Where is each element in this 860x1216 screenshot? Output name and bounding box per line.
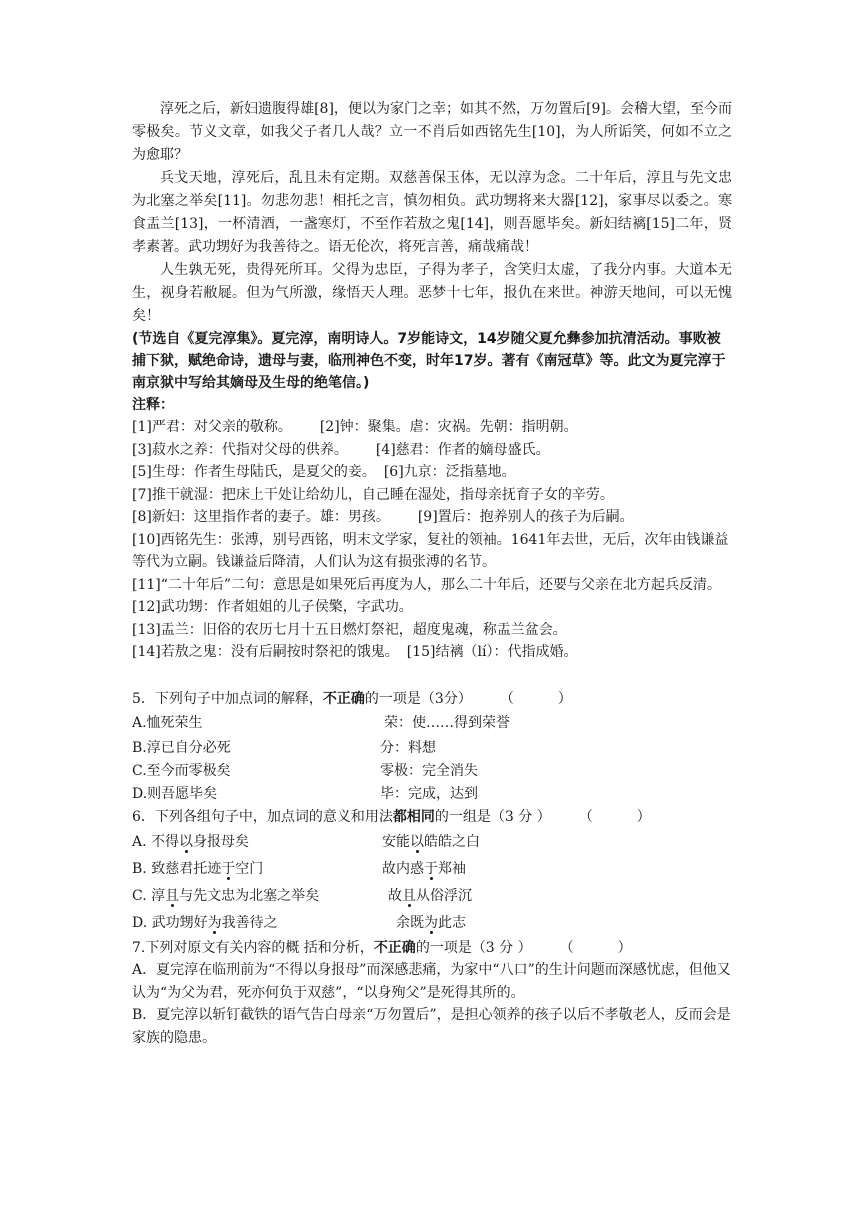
stem-text: 7.下列对原文有关内容的概 括和分析， — [132, 939, 374, 956]
dotted-word: 且 — [402, 887, 416, 904]
note-item: [4]慈君：作者的嫡母盛氏。 — [375, 441, 550, 458]
option-b — [132, 856, 732, 883]
note-item: [15]结褵（lí）：代指成婚。 — [406, 644, 578, 660]
dotted-word: 以 — [410, 833, 424, 850]
passage-paragraph-3: 人生孰无死，贵得死所耳。父得为忠臣，子得为孝子，含笑归太虚，了我分内事。大道本无生，视身若敝屣。但为气所激，缘悟天人理。恶梦十七年，报仇在来世。神游天地间，可以无愧矣！ — [132, 262, 732, 324]
note-line — [132, 416, 732, 439]
dotted-word: 为 — [424, 914, 438, 931]
note-item: [7]推干就湿：把床上干处让给幼儿，自己睡在湿处，指母亲抚育子女的辛劳。 — [132, 486, 614, 503]
note-line — [132, 506, 732, 529]
answer-blank[interactable]: （ ） — [578, 809, 651, 825]
option-left: A. 不得以身报母矣 — [132, 833, 250, 850]
note-item: [1]严君：对父亲的敬称。 — [132, 419, 292, 435]
option-a — [132, 710, 732, 737]
stem-text: 5．下列句子中加点词的解释， — [132, 690, 323, 707]
dotted-word: 且 — [165, 887, 180, 904]
note-item: [9]置后：抱养别人的孩子为后嗣。 — [417, 509, 634, 525]
option-right: 分：料想 — [380, 740, 436, 756]
stem-text: 的一组是（3 分 ） — [434, 809, 551, 825]
option-right: 零极：完全消失 — [380, 763, 478, 779]
notes-heading: 注释： — [132, 397, 174, 413]
question-5-stem — [132, 688, 732, 711]
option-left: C. 淳且与先文忠为北塞之举矣 — [132, 887, 320, 904]
source-note: (节选自《夏完淳集》。夏完淳，南明诗人。7岁能诗文，14岁随父夏允彝参加抗清活动。事败被捕下狱，赋绝命诗，遗母与妻，临刑神色不变，时年17岁。著有《南冠草》等。此文为夏完淳于南京狱中写给其嫡母及生母的绝笔信。) — [132, 331, 726, 391]
note-line — [132, 461, 732, 484]
stem-emphasis: 不正确 — [373, 939, 416, 956]
stem-emphasis: 不正确 — [322, 690, 365, 707]
option-right: 故且从俗浮沉 — [388, 887, 472, 904]
option-right: 故内惑于郑袖 — [382, 860, 466, 877]
passage-paragraph-2: 兵戈天地，淳死后，乱且未有定期。双慈善保玉体，无以淳为念。二十年后，淳且与先文忠为北塞之举矣[11]。勿悲勿悲！相托之言，慎勿相负。武功甥将来大器[12]，家事尽以委之。寒食盂兰[13]，一杯清酒，一盏寒灯，不至作若敖之鬼[14]，则吾愿毕矣。新妇结褵[15]二年，贤孝素著。武功甥好为我善待之。语无伦次，将死言善，痛哉痛哉！ — [132, 170, 732, 255]
option-right: 荣：使……得到荣誉 — [384, 715, 510, 731]
option-c — [132, 883, 732, 910]
exam-page — [132, 98, 732, 1049]
option-a — [132, 829, 732, 856]
stem-emphasis: 都相同 — [392, 809, 435, 825]
note-item: [14]若敖之鬼：没有后嗣按时祭祀的饿鬼。 — [132, 644, 399, 660]
note-item: [13]盂兰：旧俗的农历七月十五日燃灯祭祀，超度鬼魂，称盂兰盆会。 — [132, 621, 567, 638]
note-item: [6]九京：泛指墓地。 — [383, 464, 516, 480]
answer-blank[interactable]: （ ） — [499, 690, 572, 707]
option-left: D.则吾愿毕矣 — [132, 786, 218, 802]
stem-text: 的一项是（3分） — [364, 690, 472, 707]
note-item: [2]钟：聚集。虐：灾祸。先朝：指明朝。 — [319, 419, 578, 435]
option-left: D. 武功甥好为我善待之 — [132, 914, 278, 931]
question-6-stem — [132, 806, 732, 829]
option-right: 余既为此志 — [396, 914, 466, 931]
answer-blank[interactable]: （ ） — [559, 939, 632, 956]
stem-text: 6．下列各组句子中，加点词的意义和用法 — [132, 809, 393, 825]
dotted-word: 于 — [221, 860, 236, 877]
option-left: B. 致慈君托迹于空门 — [132, 860, 264, 877]
note-item: [10]西铭先生：张溥，别号西铭，明末文学家，复社的领袖。1641年去世，无后，次年由钱谦益等代为立嗣。钱谦益后降清，人们认为这有损张溥的名节。 — [132, 531, 729, 570]
note-item: [8]新妇：这里指作者的妻子。雄：男孩。 — [132, 509, 390, 525]
passage-paragraph-1: 淳死之后，新妇遗腹得雄[8]，便以为家门之幸；如其不然，万勿置后[9]。会稽大望，至今而零极矣。节义文章，如我父子者几人哉？立一不肖后如西铭先生[10]，为人所诟笑，何如不立之为愈耶？ — [132, 101, 732, 163]
option-a: A．夏完淳在临刑前为“不得以身报母”而深感悲痛，为家中“八口”的生计问题而深感忧虑，但他又认为“为父为君，死亦何负于双慈”，“以身殉父”是死得其所的。 — [132, 962, 731, 1001]
option-left: A.恤死荣生 — [132, 715, 203, 731]
note-line — [132, 439, 732, 462]
dotted-word: 以 — [179, 833, 194, 850]
option-b — [132, 737, 732, 760]
option-d — [132, 783, 732, 806]
option-right: 安能以皓皓之白 — [382, 833, 480, 850]
option-left: B.淳已自分必死 — [132, 740, 231, 756]
option-left: C.至今而零极矣 — [132, 763, 231, 779]
option-d — [132, 910, 732, 937]
note-line — [132, 641, 732, 664]
dotted-word: 于 — [424, 860, 438, 877]
option-c — [132, 760, 732, 783]
question-7-stem — [132, 937, 732, 960]
note-item: [11]“二十年后”二句：意思是如果死后再度为人，那么二十年后，还要与父亲在北方起兵反清。 — [132, 576, 722, 593]
note-item: [5]生母：作者生母陆氏，是夏父的妾。 — [132, 464, 376, 480]
option-b: B．夏完淳以斩钉截铁的语气告白母亲“万勿置后”，是担心领养的孩子以后不孝敬老人，反而会是家族的隐患。 — [132, 1007, 731, 1046]
option-right: 毕：完成，达到 — [380, 786, 478, 802]
dotted-word: 为 — [207, 914, 222, 931]
stem-text: 的一项是（3 分 ） — [415, 939, 532, 956]
note-item: [3]菽水之养：代指对父母的供养。 — [132, 441, 348, 458]
note-item: [12]武功甥：作者姐姐的儿子侯檠，字武功。 — [132, 599, 413, 615]
